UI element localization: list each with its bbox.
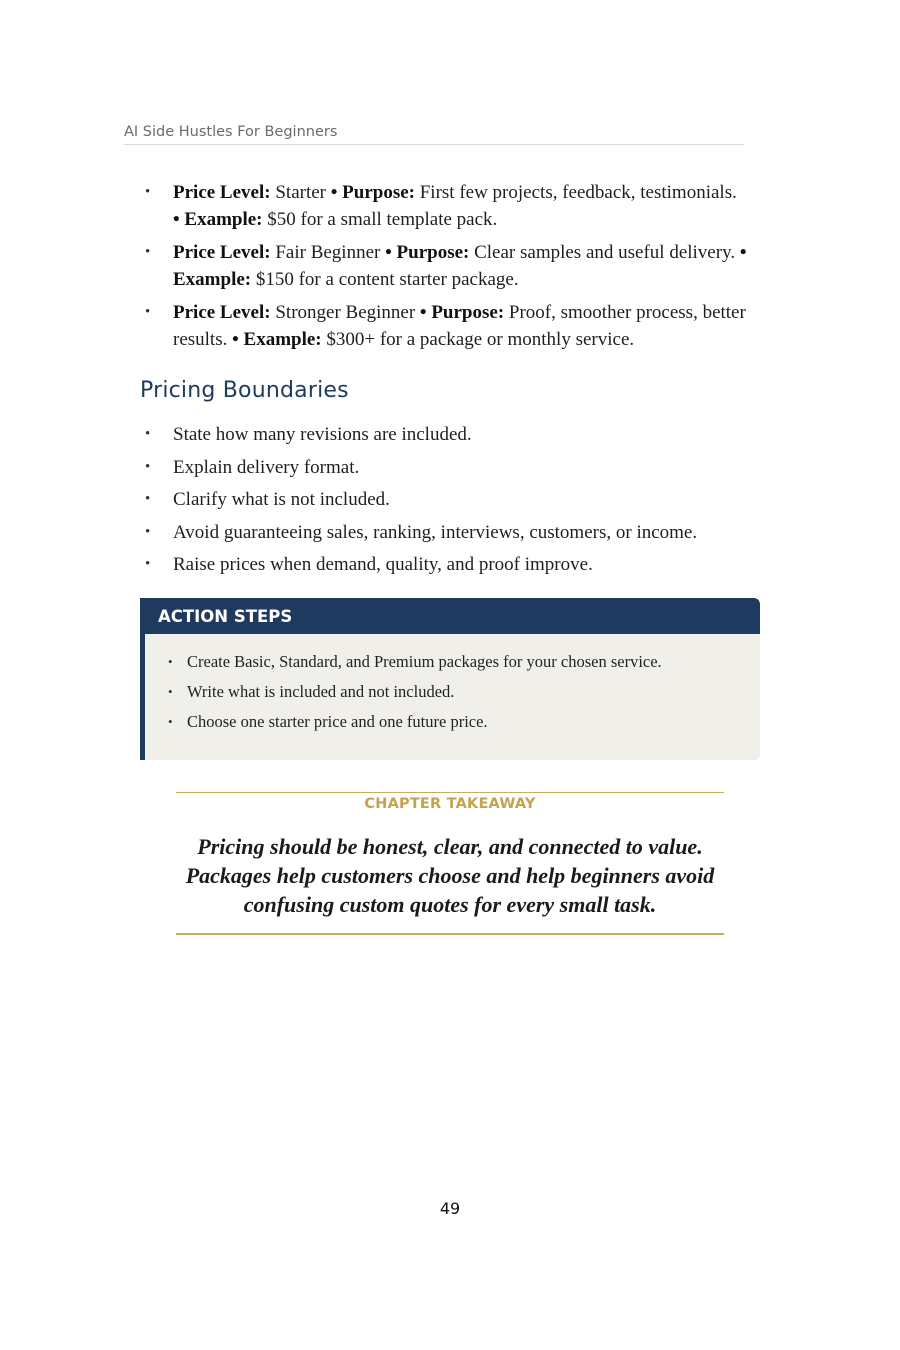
example-value: $150 for a content starter package. xyxy=(255,269,519,290)
chapter-takeaway-text: Pricing should be honest, clear, and connected to value. Packages help customers choose and help beginners avoid confusing custom quotes for every small task. xyxy=(185,834,715,917)
page-number: 49 xyxy=(439,1199,461,1218)
action-steps-list xyxy=(160,651,750,741)
purpose-value: Clear samples and useful delivery. xyxy=(474,242,736,263)
price-level-value: Fair Beginner xyxy=(275,242,381,263)
price-level-label: Price Level: xyxy=(173,182,271,203)
example-label: Example: xyxy=(173,269,252,290)
example-value: $300+ for a package or monthly service. xyxy=(326,329,635,350)
example-value: $50 for a small template pack. xyxy=(267,209,498,230)
purpose-label: Purpose: xyxy=(396,242,470,263)
purpose-label: Purpose: xyxy=(431,302,505,323)
action-step-item: • Create Basic, Standard, and Premium packages for your chosen service. xyxy=(160,651,750,673)
section-heading-pricing-boundaries: Pricing Boundaries xyxy=(140,378,349,403)
list-item: • State how many revisions are included. xyxy=(140,421,765,448)
chapter-takeaway xyxy=(176,792,724,935)
action-step-item: • Write what is included and not included. xyxy=(160,681,750,703)
action-step-item: • Choose one starter price and one future price. xyxy=(160,711,750,733)
example-label: Example: xyxy=(243,329,322,350)
list-item: • Avoid guaranteeing sales, ranking, interviews, customers, or income. xyxy=(140,519,765,546)
action-steps-title: ACTION STEPS xyxy=(140,598,760,634)
price-level-label: Price Level: xyxy=(173,242,271,263)
price-level-label: Price Level: xyxy=(173,302,271,323)
purpose-value: Proof, smoother process, better results. xyxy=(173,302,746,350)
purpose-label: Purpose: xyxy=(342,182,415,203)
list-item: • Explain delivery format. xyxy=(140,454,765,481)
price-level-item-fair-beginner: • Price Level: Fair Beginner • Purpose: Clear samples and useful delivery. • Example: $150 for a content starter package. xyxy=(140,239,765,293)
price-level-value: Stronger Beginner xyxy=(275,302,416,323)
running-header: AI Side Hustles For Beginners xyxy=(124,124,744,145)
pricing-boundaries-list xyxy=(140,421,765,584)
purpose-value: First few projects, feedback, testimonials. xyxy=(419,182,737,203)
example-label: Example: xyxy=(184,209,263,230)
list-item: • Raise prices when demand, quality, and proof improve. xyxy=(140,551,765,578)
list-item: • Clarify what is not included. xyxy=(140,486,765,513)
chapter-takeaway-label: CHAPTER TAKEAWAY xyxy=(364,796,536,812)
price-level-item-stronger-beginner: • Price Level: Stronger Beginner • Purpose: Proof, smoother process, better results. • Example: $300+ for a package or monthly service. xyxy=(140,299,765,353)
price-level-value: Starter xyxy=(275,182,326,203)
price-level-list xyxy=(140,179,765,359)
action-steps-box xyxy=(140,598,760,760)
price-level-item-starter: • Price Level: Starter • Purpose: First few projects, feedback, testimonials. • Example: $50 for a small template pack. xyxy=(140,179,765,233)
